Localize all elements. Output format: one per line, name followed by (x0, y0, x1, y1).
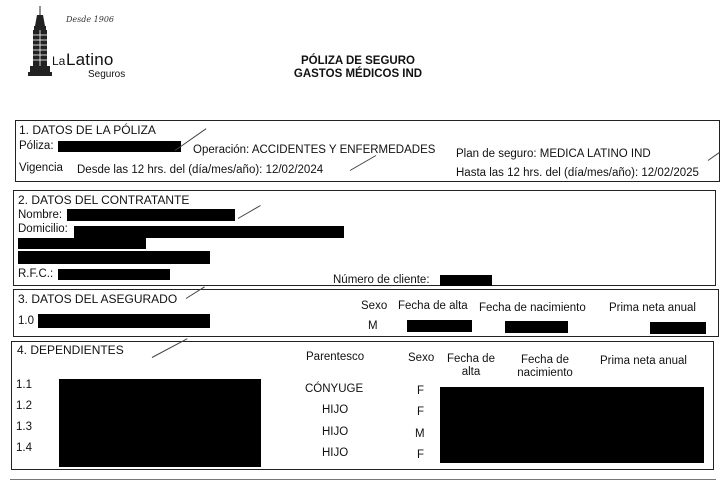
col-prima-neta: Prima neta anual (609, 302, 696, 314)
dependent-index: 1.4 (16, 442, 32, 454)
dependent-index: 1.2 (16, 400, 32, 412)
section2-heading: 2. DATOS DEL CONTRATANTE (18, 193, 190, 207)
cliente-label: Número de cliente: (333, 274, 430, 286)
vigencia-hasta: Hasta las 12 hrs. del (día/mes/año): 12/02/2025 (456, 167, 699, 179)
section4-heading: 4. DEPENDIENTES (17, 343, 124, 357)
redacted-dependent-names (59, 379, 261, 467)
redacted-name (67, 209, 235, 221)
redacted-rfc (58, 269, 170, 280)
dependent-index: 1.1 (16, 379, 32, 391)
dependent-sexo: F (417, 406, 425, 418)
rfc-label: R.F.C.: (18, 268, 54, 280)
document-title-line2: GASTOS MÉDICOS IND (293, 68, 423, 80)
dependent-sexo: F (417, 449, 425, 461)
col-sexo-dep: Sexo (408, 352, 435, 364)
insured-sexo: M (368, 320, 378, 332)
col-prima-dep: Prima neta anual (600, 355, 687, 367)
section1-heading: 1. DATOS DE LA PÓLIZA (19, 123, 156, 137)
redacted-address-line1 (74, 226, 344, 238)
col-fecha-alta: Fecha de alta (398, 300, 468, 312)
dependent-sexo: M (415, 428, 425, 440)
redacted-fecha-alta (407, 320, 472, 332)
brand-subtitle: Seguros (88, 69, 126, 80)
nombre-label: Nombre: (18, 209, 63, 221)
poliza-label: Póliza: (19, 140, 54, 152)
next-section-edge (10, 479, 716, 480)
redacted-insured-name (38, 314, 210, 328)
col-fecha-alta-dep: Fecha de alta (447, 353, 495, 378)
brand-name-prefix: La (52, 54, 66, 68)
redacted-address-line3 (18, 251, 210, 264)
dependent-parentesco: HIJO (322, 447, 349, 459)
redacted-prima (650, 322, 706, 334)
col-sexo: Sexo (361, 300, 388, 312)
insured-index: 1.0 (18, 315, 34, 327)
redacted-policy-number (58, 141, 181, 152)
dependent-sexo: F (417, 385, 425, 397)
domicilio-label: Domicilio: (18, 223, 68, 235)
col-parentesco: Parentesco (306, 351, 365, 363)
dependent-parentesco: HIJO (322, 426, 349, 438)
col-fecha-nacimiento: Fecha de nacimiento (479, 302, 586, 314)
document-title-line1: PÓLIZA DE SEGURO (301, 55, 415, 67)
plan-text: Plan de seguro: MEDICA LATINO IND (456, 148, 651, 160)
vigencia-desde: Desde las 12 hrs. del (día/mes/año): 12/02/2024 (77, 164, 324, 176)
tower-icon (26, 6, 54, 82)
dependent-parentesco: HIJO (322, 404, 349, 416)
document-title (268, 55, 448, 81)
redacted-client-number (440, 275, 492, 286)
brand-tagline: Desde 1906 (66, 15, 115, 24)
dependent-parentesco: CÓNYUGE (305, 383, 364, 395)
redacted-dependent-details (440, 387, 704, 463)
brand-name: Latino (66, 50, 114, 69)
redacted-fecha-nacimiento (505, 321, 568, 333)
redacted-address-line2 (18, 238, 146, 249)
dependent-index: 1.3 (16, 421, 32, 433)
col-fecha-nacimiento-dep: Fecha de nacimiento (517, 354, 573, 379)
operacion-text: Operación: ACCIDENTES Y ENFERMEDADES (193, 144, 436, 156)
section3-heading: 3. DATOS DEL ASEGURADO (18, 292, 178, 306)
vigencia-label: Vigencia (19, 162, 63, 174)
